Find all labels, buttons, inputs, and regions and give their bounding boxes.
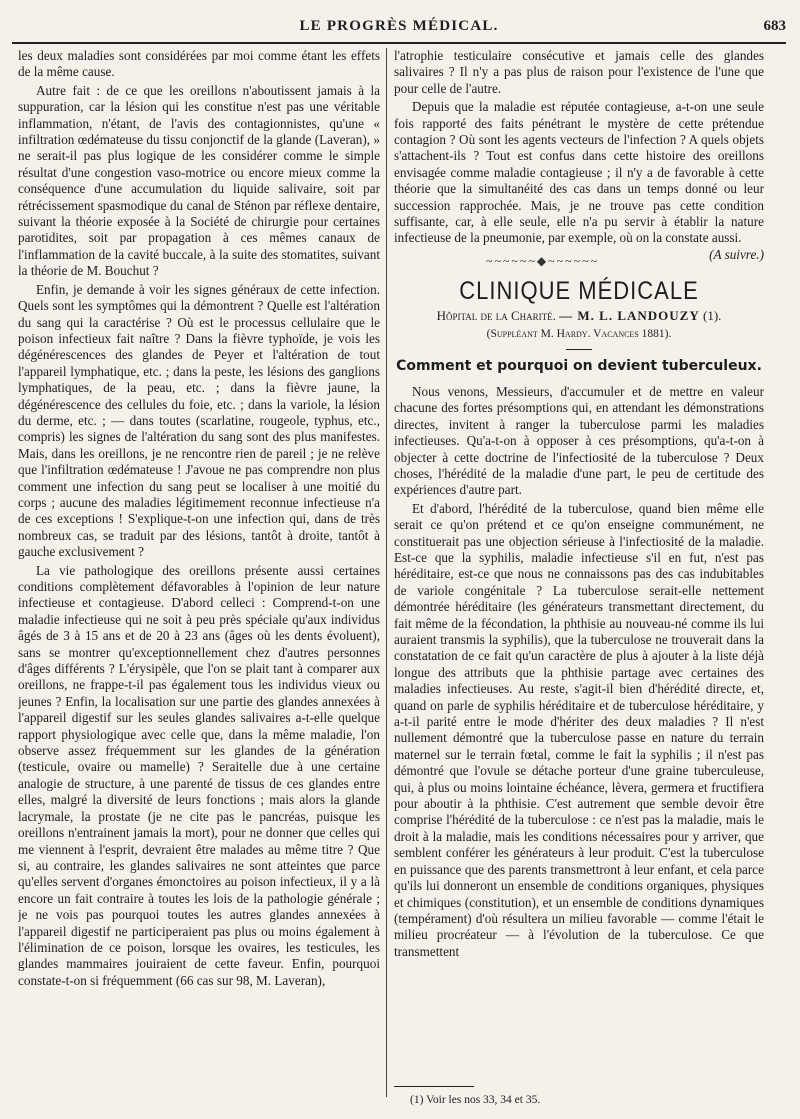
footnote-rule [394,1086,474,1087]
continued-label: (A suivre.) [709,246,764,262]
article-paragraph: Et d'abord, l'hérédité de la tuberculose, quand bien même elle serait ce qu'on prétend et ce qu'on enseigne communément, ne constituerait pas une objection sérieuse à l'infectiosité de la maladie. Est-ce que la syphilis, maladie infectieuse s'il en fut, n'est pas héréditaire, est-ce que nous ne connaissons pas des cas indubitables de variole congénitale ? La tuberculose serait-elle nettement démontrée héréditaire (les générateurs transmettant directement, du fait même de la fécondation, la phthisie au nouveau-né comme ils lui auraient transmis la syphilis), que la tuberculose ne trouverait dans la constatation de ce fait qu'un caractère de plus à ajouter à la liste déjà longue des attributs que la phthisie partage avec certaines des maladies infectieuses. Au reste, s'agit-il bien d'hérédité directe, et, quand on parle de syphilis héréditaire et de tuberculose héréditaire, y a-t-il parité entre le mode d'hériter des deux maladies ? Il n'est nullement démontré que la tuberculose passe en nature du terrain maternel sur le terrain fœtal, comme le fait la syphilis ; il n'est pas démontré que l'ovule se détache porteur d'une graine tuberculeuse, qui, à plus ou moins lointaine échéance, lèvera, germera et fructifiera pour aboutir à la phthisie. C'est autrement que semble devoir être comprise l'hérédité de la tuberculose : ce n'est pas la maladie, mais le droit à la maladie, mais les conditions nécessaires pour y arriver, que semblent conférer les générateurs à leur produit. C'est la tuberculose en puissance que des parents transmettront à leur enfant, et cela parce qu'ils lui donneront un ensemble de conditions organiques, physiques et chimiques (constitution), et un ensemble de conditions dynamiques (tempérament) d'où résultera un milieu favorable — comme l'était le milieu procréateur — à l'évolution de la tuberculose. Ce que transmettent [394,500,764,959]
left-column [18,48,380,1105]
right-column [394,48,764,1105]
left-paragraph: les deux maladies sont considérées par moi comme étant les effets de la même cause. [18,48,380,80]
left-paragraph: Enfin, je demande à voir les signes généraux de cette infection. Quels sont les symptômes qui la démontrent ? Quelle est l'altération du sang qui la caractérise ? Où est le processus cellulaire que le poison infectieux fait naître ? Dans la fièvre typhoïde, je vois les dégénérescences des glandes de Peyer et l'altération de tout l'appareil lymphatique, etc. ; dans la peste, les lésions des ganglions lymphatiques, de la peau, etc. ; dans la fièvre jaune, la dégénérescence des cellules du foie, etc. ; dans la variole, la lésion du derme, etc. ; — dans toutes (scarlatine, rougeole, typhus, etc., compris) les signes de l'altération du sang sont des plus manifestes. Mais, dans les oreillons, je ne rencontre rien de pareil ; je ne relève que l'infiltration œdémateuse ! J'avoue ne pas comprendre non plus comment une infection du sang peut se localiser à une moitié du corps ; aucune des maladies légitimement reconnue infectieuse n'a de ces exceptions ! S'explique-t-on une infection qui, dans de très nombreux cas, se traduit par des lésions, tantôt à droite, tantôt à gauche exclusivement ? [18,281,380,560]
supplement-line: (Suppléant M. Hardy. Vacances 1881). [486,328,672,341]
short-rule [566,349,592,350]
footnote: (1) Voir les nos 33, 34 et 35. [410,1094,541,1106]
left-paragraph: Autre fait : de ce que les oreillons n'aboutissent jamais à la suppuration, car la lésion qui les constitue n'est pas une véritable inflammation, n'étant, de l'avis des contagionnistes, qu'une « infiltration œdémateuse du tissu conjonctif de la glande (Laveran), » ne serait-il pas plus logique de les considérer comme le simple résultat d'une congestion vaso-motrice ou encore mieux comme la conséquence d'une accumulation du liquide salivaire, soit par rétrécissement spasmodique du canal de Sténon par réflexe dentaire, suivant la théorie exposée à la Société de chirurgie pour certaines parotidites, soit par propagation à ces mêmes canaux de l'inflammation de la cavité buccale, à la suite des stomatites, suivant la théorie de M. Bouchut ? [18,82,380,279]
author-name: — M. L. LANDOUZY [559,307,700,323]
right-paragraph: l'atrophie testiculaire consécutive et jamais celle des glandes salivaires ? Il n'y a pas plus de raison pour l'existence de l'une que pour celle de l'autre. [394,48,764,96]
column-divider [386,48,387,1097]
section-ornament: ~~~~~~◆~~~~~~ [485,253,600,268]
hospital-name: Hôpital de la Charité. [436,307,556,323]
running-title: LE PROGRÈS MÉDICAL. [299,18,499,34]
hospital-line [394,308,764,324]
article-title: Comment et pourquoi on devient tuberculeux. [396,357,762,374]
left-paragraph: La vie pathologique des oreillons présente aussi certaines conditions complètement défavorables à l'opinion de leur nature infectieuse et contagieuse. D'abord celleci : Comprend-t-on une maladie infectieuse qui ne soit à peu près spéciale qu'aux individus âgés de 3 à 15 ans et de 20 à 23 ans (âges où les dents évoluent), sans se montrer qu'exceptionnellement chez d'autres personnes d'âges différents ? L'érysipèle, que l'on se plait tant à comparer aux oreillons, ne frappe-t-il pas également tous les individus vieux ou jeunes ? Enfin, la localisation sur une partie des glandes annexées à l'appareil digestif sur les seules glandes salivaires a-t-elle quelque rapport physiologique avec celle que, dans la même maladie, l'on observe assez fréquemment sur les glandes de la génération (testicule, ovaire ou mamelle) ? Seraitelle due à une certaine analogie de structure, à une parenté de tissus de ces glandes entre elles, malgré la diversité de leurs fonctions ; mais alors la glande lacrymale, la prostate (je ne cite pas le pancréas, puisque les oreillons n'entrainent jamais la mort), pour ne donner que celles qui me viennent à l'esprit, devraient être malades au même titre ? Que si, au contraire, les glandes salivaires ne sont atteintes que parce qu'elles servent d'organes émonctoires au poison infectieux, il y a là encore un fait contraire à toutes les lois de la pathologie générale ; je ne vois pas pourquoi toutes les autres glandes annexées à l'appareil digestif ne participeraient pas plus ou moins également à l'élimination de ce poison, lorsque les ovaires, les testicules, les glandes mammaires jouiraient de cette faveur. Enfin, pourquoi constate-t-on si fréquemment (66 cas sur 98, M. Laveran), [18,562,380,988]
header-rule [12,42,786,44]
page-number: 683 [763,18,786,34]
article-paragraph: Nous venons, Messieurs, d'accumuler et de mettre en valeur chacune des fortes présomptions qui, en attendant les démonstrations directes, invitent à ranger la tuberculose parmi les maladies infectieuses. Qu'a-t-on à opposer à ces présomptions, qu'a-t-on à objecter à cette doctrine de l'infectiosité de la tuberculose ? Deux choses, l'hérédité de la maladie d'une part, le peu de certitude des expériences d'autre part. [394,383,764,498]
right-paragraph-text: Depuis que la maladie est réputée contagieuse, a-t-on une seule fois rapporté des faits pénétrant le mystère de cette prétendue contagion ? Où sont les agents vecteurs de l'infection ? A quels objets s'attachent-ils ? Tout est confus dans cette histoire des oreillons envisagée comme maladie contagieuse ; il n'y a de favorable à cette théorie que la simultanéité des cas dans un temps donné ou leur succession rapprochée. Mais, je ne trouve pas cette condition suffisante, car, à elle seule, elle n'a pu servir à établir la nature infectieuse de la pneumonie, par exemple, où on la constate aussi. [394,99,764,246]
page-header [12,18,786,40]
section-title: CLINIQUE MÉDICALE [459,276,699,306]
author-footnote-ref: (1). [703,307,722,323]
right-paragraph [394,99,764,262]
